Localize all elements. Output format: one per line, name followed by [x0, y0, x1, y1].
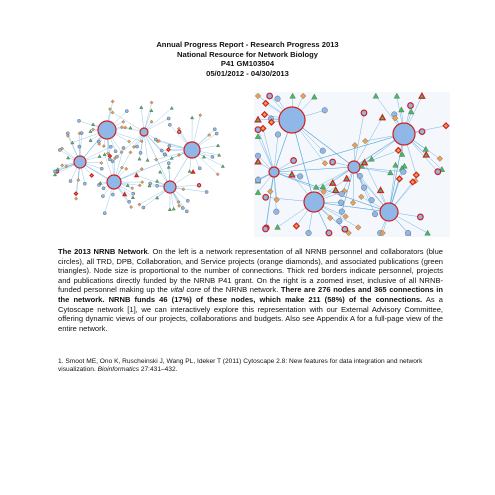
project-node: [132, 145, 135, 148]
person-node: [361, 110, 367, 116]
person-node: [275, 96, 281, 102]
project-node: [90, 174, 93, 177]
publication-node: [89, 139, 92, 142]
publication-node: [216, 144, 219, 147]
project-node: [138, 203, 141, 206]
caption-text-1: . On the left is a network representation of all NRNB personnel and collaborators (blue circles), all TRD, DPB, Collaboration, and Service projects (orange diamonds), and associated publications (green triangles). Node size is proportional to the number of connections. Thick red borders indicate personnel, projects and publications directly funded by the NRNB P41 grant. On the right is a zoomed inset, inclusive of all NRNB-funded personnel making up the: [58, 247, 443, 295]
person-node: [135, 145, 138, 148]
person-node: [306, 230, 312, 236]
person-node: [291, 158, 297, 164]
person-node: [408, 103, 414, 109]
person-node: [66, 132, 69, 135]
publication-node: [56, 168, 59, 171]
project-node: [122, 120, 125, 123]
person-node: [125, 110, 128, 113]
publication-node: [191, 170, 194, 173]
person-node: [380, 203, 398, 221]
person-node: [418, 214, 424, 220]
person-node: [109, 145, 112, 148]
person-node: [185, 210, 188, 213]
publication-node: [191, 116, 194, 119]
person-node: [78, 145, 81, 148]
person-node: [342, 226, 348, 232]
person-node: [142, 206, 145, 209]
person-node: [297, 174, 303, 180]
project-node: [150, 101, 153, 104]
person-node: [111, 193, 114, 196]
person-node: [132, 192, 135, 195]
reference-volume: 27:431–432.: [139, 366, 178, 374]
publication-node: [91, 123, 94, 126]
project-node: [74, 192, 77, 195]
person-node: [167, 162, 170, 165]
publication-node: [135, 174, 138, 177]
person-node: [77, 119, 80, 122]
publication-node: [140, 106, 143, 109]
project-node: [138, 184, 141, 187]
publication-node: [129, 126, 132, 129]
project-node: [120, 126, 123, 129]
person-node: [255, 153, 261, 159]
person-node: [255, 177, 261, 183]
person-node: [435, 169, 441, 175]
project-node: [75, 197, 78, 200]
person-node: [184, 142, 200, 158]
person-node: [215, 132, 218, 135]
project-node: [100, 161, 103, 164]
person-node: [205, 190, 208, 193]
person-node: [74, 156, 86, 168]
person-node: [186, 199, 189, 202]
project-node: [150, 120, 153, 123]
person-node: [361, 185, 367, 191]
person-node: [140, 128, 148, 136]
person-node: [163, 153, 166, 156]
person-node: [405, 230, 411, 236]
header-title: Annual Progress Report - Research Progress 2013: [156, 40, 339, 49]
project-node: [141, 181, 144, 184]
publication-node: [188, 170, 191, 173]
reference-journal: Bioinformatics: [97, 366, 140, 374]
publication-node: [150, 109, 153, 112]
network-zoomed-inset-figure: [254, 92, 450, 237]
person-node: [58, 148, 61, 151]
publication-node: [170, 106, 173, 109]
project-node: [120, 166, 123, 169]
caption-italic: vital core: [170, 285, 202, 295]
reference: [58, 358, 443, 375]
person-node: [53, 170, 56, 173]
person-node: [97, 140, 100, 143]
person-node: [267, 93, 273, 99]
project-node: [124, 126, 127, 129]
publication-node: [103, 153, 106, 156]
report-header: [0, 40, 495, 78]
person-node: [419, 129, 425, 135]
person-node: [197, 184, 200, 187]
person-node: [263, 226, 269, 232]
network-full-graph: [52, 92, 242, 232]
person-node: [168, 123, 171, 126]
person-node: [274, 209, 280, 215]
person-node: [339, 209, 345, 215]
publication-node: [155, 179, 158, 182]
header-dates: 05/01/2012 - 04/30/2013: [206, 68, 289, 78]
person-node: [322, 107, 328, 113]
person-node: [339, 191, 345, 197]
person-node: [326, 230, 332, 236]
publication-node: [146, 159, 149, 162]
person-node: [111, 160, 114, 163]
publication-node: [131, 196, 134, 199]
person-node: [213, 128, 216, 131]
person-node: [139, 151, 142, 154]
caption-text-3: As a Cytoscape network [1], we can interactively explore this representation with our External Advisory Committee, offering dynamic views of our projects, collaborations and budgets. Also see Appendix A for a full-page view of the entire network.: [58, 294, 443, 333]
project-node: [182, 188, 185, 191]
person-node: [269, 167, 279, 177]
project-node: [102, 145, 105, 148]
publication-node: [138, 157, 141, 160]
person-node: [338, 200, 344, 206]
person-node: [275, 132, 281, 138]
person-node: [98, 121, 116, 139]
network-zoomed-graph: [254, 92, 450, 237]
person-node: [304, 192, 324, 212]
project-node: [108, 107, 111, 110]
person-node: [393, 123, 415, 145]
person-node: [83, 182, 86, 185]
project-node: [128, 140, 131, 143]
reference-text: 1. Smoot ME, Ono K, Ruscheinski J, Wang PL, Ideker T (2011) Cytoscape 2.8: New features for data integration and network visualization.: [58, 358, 423, 374]
caption-title: The 2013 NRNB Network: [58, 247, 148, 256]
person-node: [255, 127, 261, 133]
project-node: [199, 114, 202, 117]
person-node: [372, 211, 378, 217]
person-node: [101, 195, 104, 198]
person-node: [211, 155, 214, 158]
publication-node: [168, 208, 171, 211]
person-node: [103, 212, 106, 215]
project-node: [77, 178, 80, 181]
person-node: [122, 146, 125, 149]
project-node: [61, 164, 64, 167]
person-node: [263, 194, 269, 200]
project-node: [177, 154, 180, 157]
person-node: [337, 218, 343, 224]
person-node: [320, 148, 326, 154]
project-node: [167, 148, 170, 151]
project-node: [178, 204, 181, 207]
person-node: [178, 130, 181, 133]
person-node: [164, 181, 176, 193]
person-node: [401, 169, 407, 175]
publication-node: [98, 155, 101, 158]
project-node: [155, 158, 158, 161]
person-node: [128, 200, 131, 203]
project-node: [130, 205, 133, 208]
project-node: [108, 154, 111, 157]
person-node: [114, 150, 117, 153]
person-node: [100, 167, 103, 170]
person-node: [198, 167, 201, 170]
project-node: [91, 128, 94, 131]
person-node: [168, 144, 171, 147]
person-node: [181, 206, 184, 209]
project-node: [111, 100, 114, 103]
person-node: [167, 117, 170, 120]
person-node: [115, 155, 118, 158]
caption-text-2: of the NRNB network.: [201, 285, 281, 295]
caption-bold-stats: There are 276 nodes and 365 connections in the network. NRNB funds 46 (17%) of these nodes, which make 211 (58%) of the connections.: [58, 285, 443, 304]
publication-node: [67, 156, 70, 159]
person-node: [369, 197, 375, 203]
person-node: [102, 187, 105, 190]
header-grant: P41 GM103504: [220, 59, 275, 68]
figure-caption: [58, 247, 443, 333]
person-node: [330, 159, 336, 165]
project-node: [131, 187, 134, 190]
person-node: [279, 107, 305, 133]
person-node: [154, 138, 157, 141]
publication-node: [221, 165, 224, 168]
publication-node: [158, 170, 161, 173]
person-node: [107, 175, 121, 189]
publication-node: [53, 173, 56, 176]
person-node: [160, 149, 163, 152]
person-node: [357, 173, 363, 179]
project-node: [129, 151, 132, 154]
header-resource: National Resource for Network Biology: [177, 49, 318, 59]
publication-node: [167, 165, 170, 168]
person-node: [348, 161, 360, 173]
publication-node: [172, 207, 175, 210]
project-node: [111, 111, 114, 114]
person-node: [156, 184, 159, 187]
person-node: [69, 179, 72, 182]
network-full-figure: [52, 92, 242, 232]
